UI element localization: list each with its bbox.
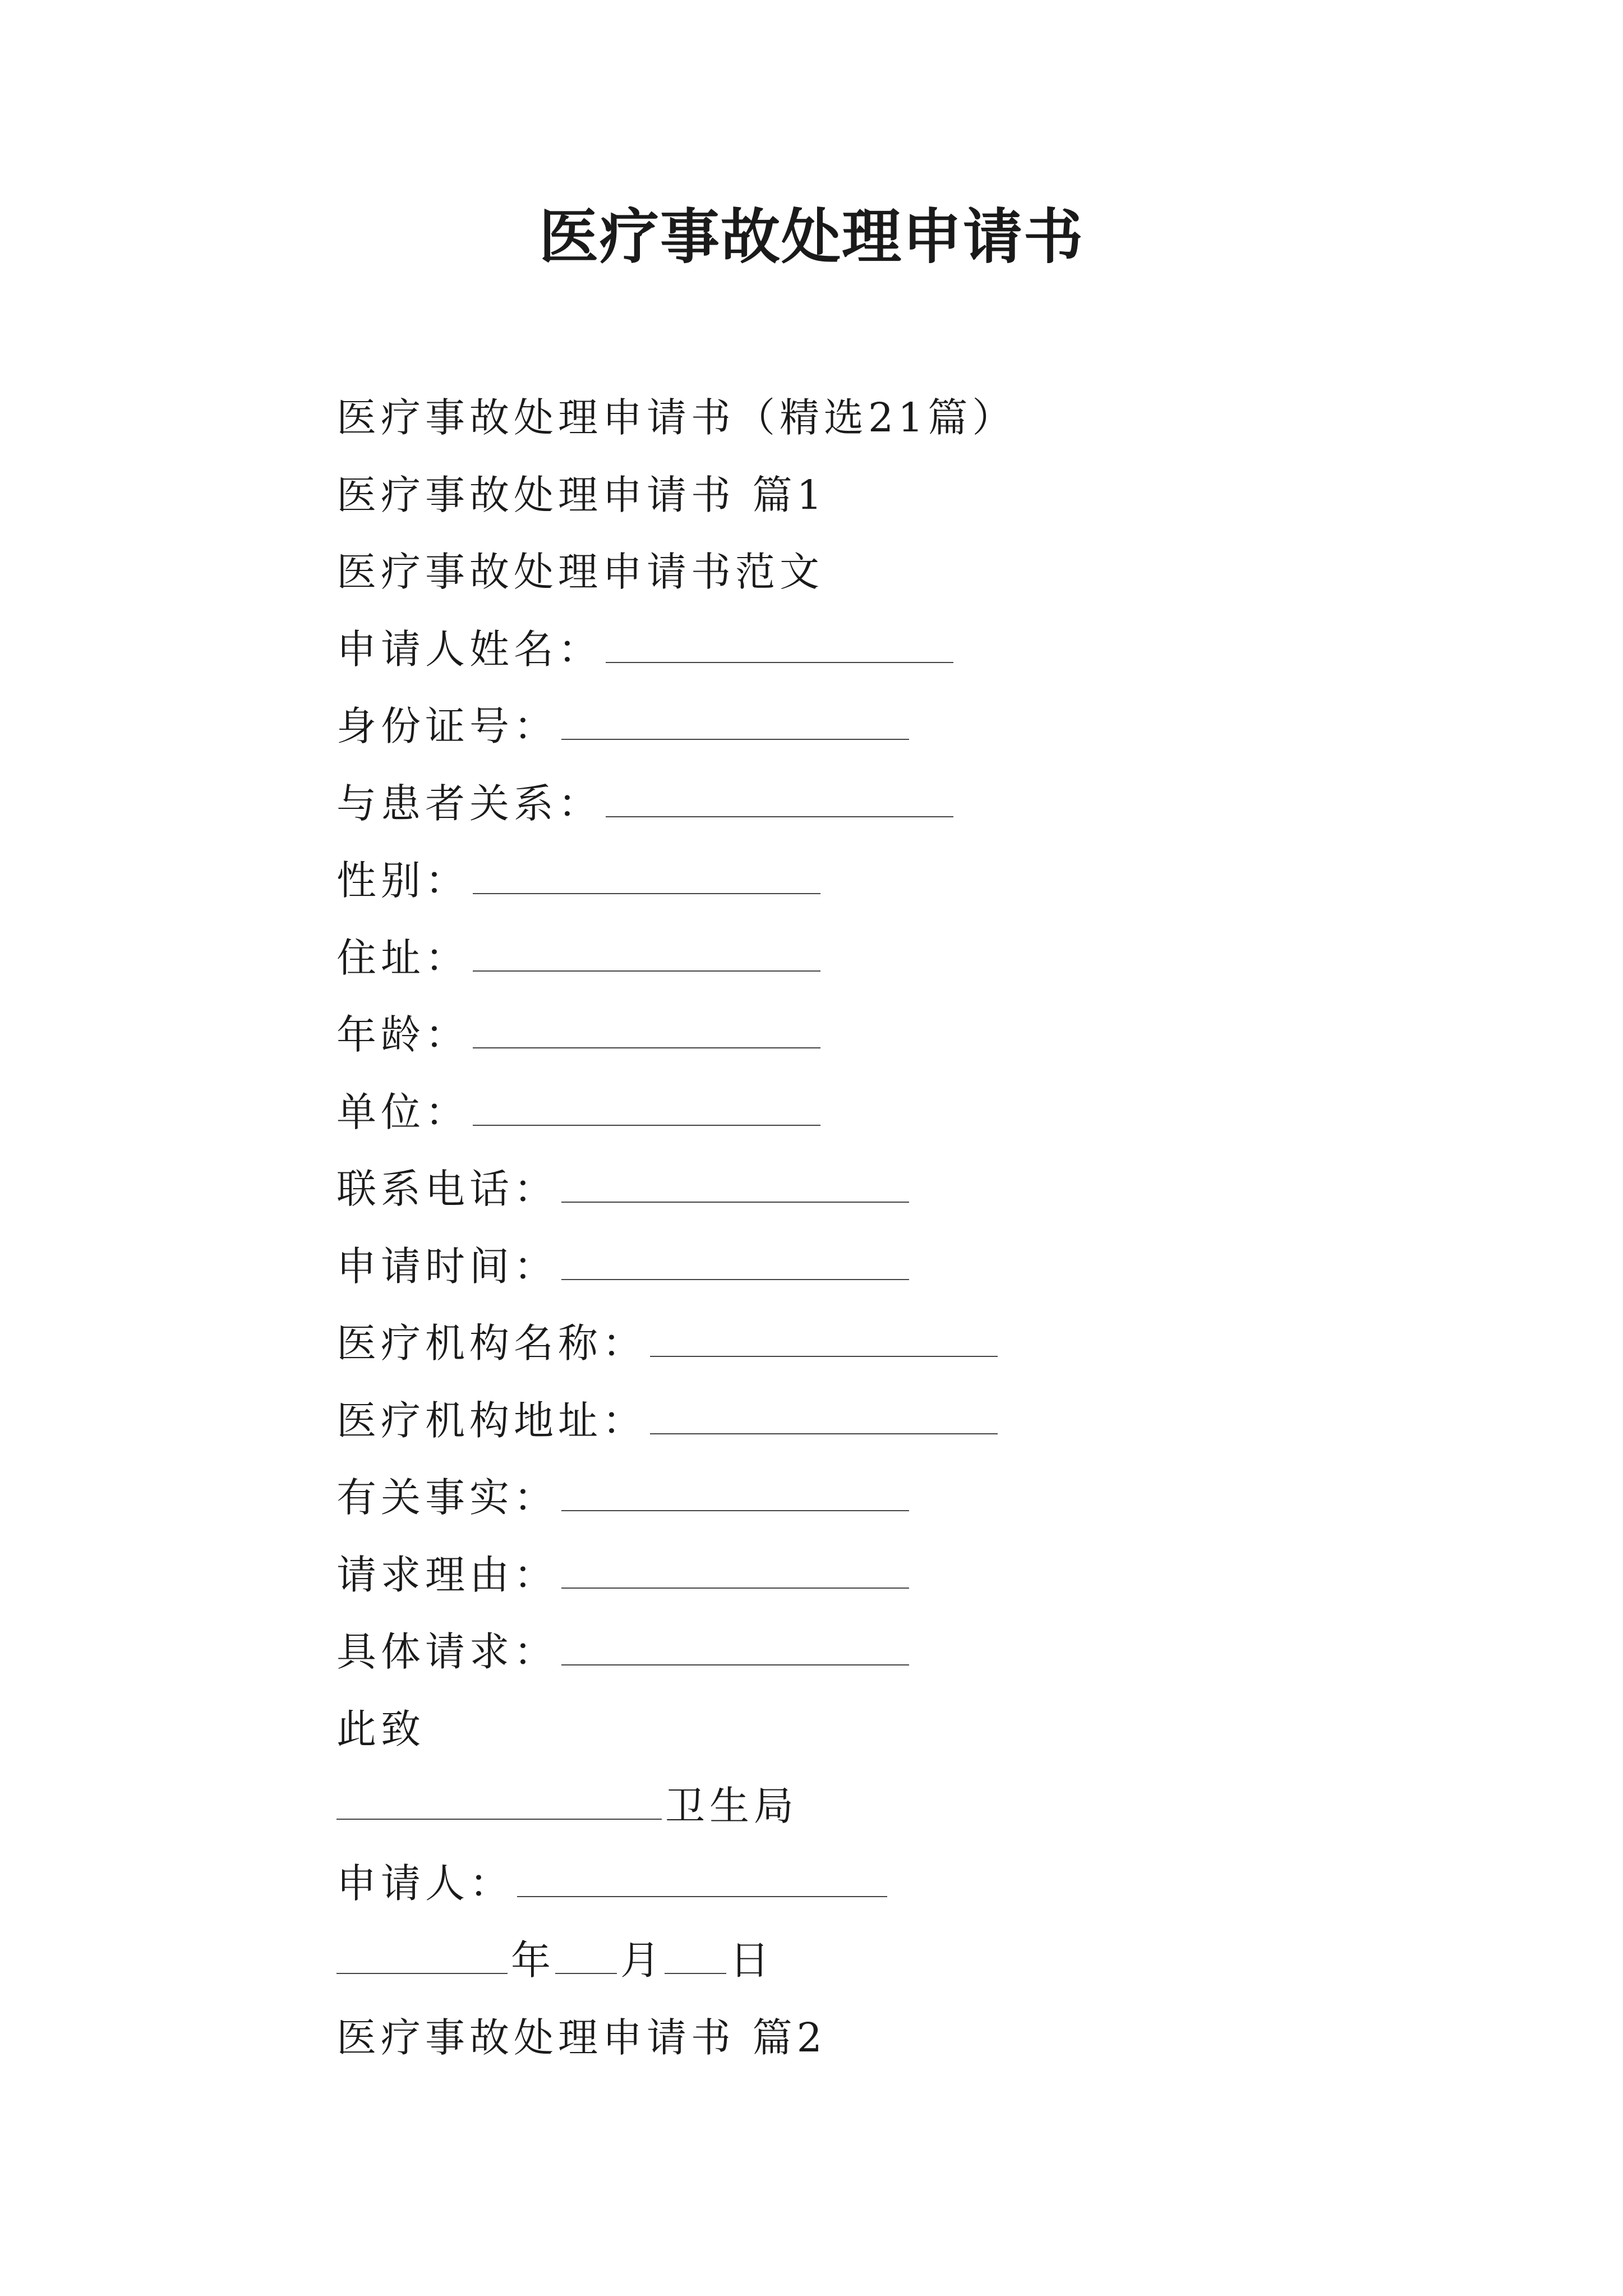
employer-blank [473, 1092, 820, 1126]
facts-field [336, 1459, 1514, 1536]
applicant-name-blank [606, 629, 953, 663]
facts-blank [561, 1478, 909, 1511]
gender-field [336, 842, 1514, 919]
applicant-sign-label: 申请人： [336, 1860, 514, 1907]
month-blank [555, 1940, 617, 1974]
gender-label: 性别： [336, 857, 470, 904]
apply-time-field [336, 1228, 1514, 1305]
sample-title-line [336, 533, 1514, 611]
institution-address-label: 医疗机构地址： [336, 1397, 647, 1444]
document-title: 医疗事故处理申请书 [539, 201, 1084, 272]
applicant-name-label: 申请人姓名： [336, 625, 603, 673]
institution-address-field [336, 1382, 1514, 1460]
document-body [336, 379, 1514, 2076]
intro-line [336, 379, 1514, 457]
day-blank [665, 1940, 726, 1974]
address-label: 住址： [336, 934, 470, 981]
gender-blank [473, 861, 820, 894]
part2-text: 医疗事故处理申请书 篇2 [336, 2014, 827, 2061]
recipient-text: 卫生局 [665, 1783, 799, 1829]
institution-name-label: 医疗机构名称： [336, 1320, 647, 1366]
applicant-sign-blank [517, 1864, 887, 1897]
recipient-blank [336, 1786, 662, 1820]
part1-heading [336, 457, 1514, 534]
reasons-blank [561, 1555, 909, 1589]
relation-field [336, 765, 1514, 843]
recipient-line [336, 1768, 1514, 1845]
date-line [336, 1922, 1514, 1999]
relation-label: 与患者关系： [336, 780, 603, 827]
apply-time-label: 申请时间： [336, 1243, 559, 1290]
age-field [336, 996, 1514, 1074]
part2-heading [336, 1999, 1514, 2077]
intro-text: 医疗事故处理申请书（精选21篇） [336, 394, 1017, 441]
month-label: 月 [620, 1937, 665, 1984]
id-number-label: 身份证号： [336, 703, 559, 749]
id-number-field [336, 688, 1514, 765]
institution-name-blank [650, 1323, 998, 1357]
salutation-text: 此致 [336, 1705, 426, 1752]
age-blank [473, 1015, 820, 1048]
employer-label: 单位： [336, 1088, 470, 1135]
address-field [336, 919, 1514, 997]
institution-address-blank [650, 1401, 998, 1434]
relation-blank [606, 784, 953, 817]
id-number-blank [561, 706, 909, 740]
address-blank [473, 938, 820, 972]
phone-label: 联系电话： [336, 1166, 559, 1212]
sample-title-text: 医疗事故处理申请书范文 [336, 549, 824, 595]
year-blank [336, 1940, 508, 1974]
requests-label: 具体请求： [336, 1628, 559, 1675]
phone-field [336, 1151, 1514, 1228]
reasons-label: 请求理由： [336, 1551, 559, 1598]
day-label: 日 [730, 1937, 774, 1984]
apply-time-blank [561, 1246, 909, 1280]
requests-field [336, 1613, 1514, 1691]
year-label: 年 [511, 1937, 556, 1984]
applicant-name-field [336, 611, 1514, 688]
part1-text: 医疗事故处理申请书 篇1 [336, 471, 827, 518]
phone-blank [561, 1169, 909, 1203]
applicant-sign-field [336, 1845, 1514, 1922]
age-label: 年龄： [336, 1011, 470, 1058]
requests-blank [561, 1632, 909, 1665]
employer-field [336, 1074, 1514, 1151]
facts-label: 有关事实： [336, 1474, 559, 1521]
institution-name-field [336, 1305, 1514, 1382]
salutation-line [336, 1691, 1514, 1768]
reasons-field [336, 1536, 1514, 1614]
